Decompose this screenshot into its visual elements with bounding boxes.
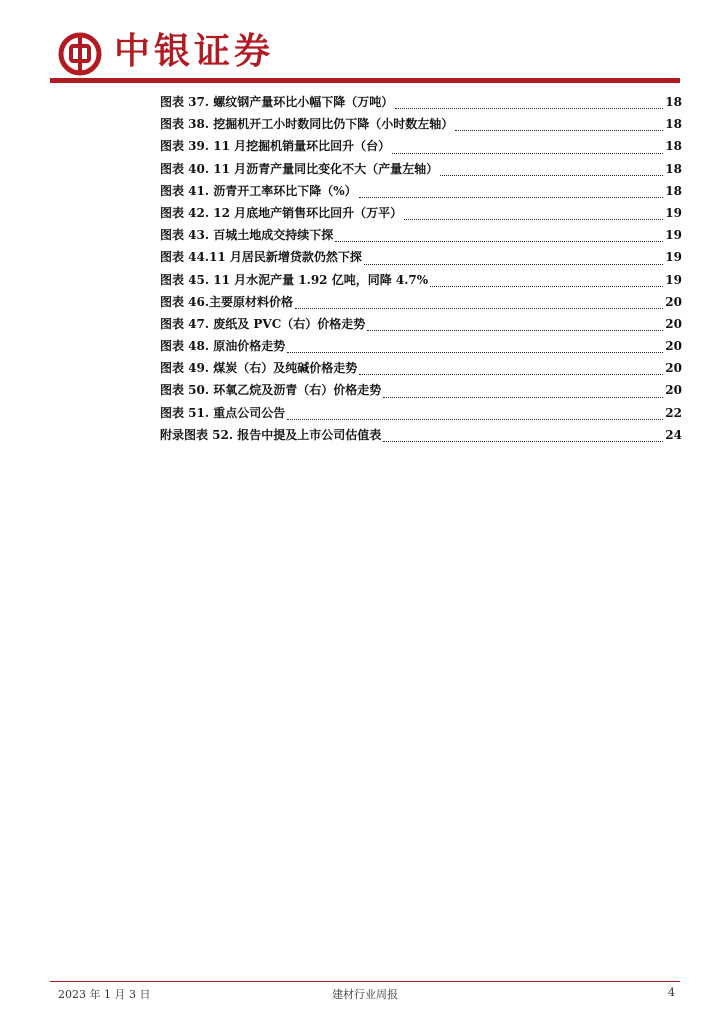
toc-entry-title: 图表 50. 环氧乙烷及沥青（右）价格走势	[160, 383, 382, 398]
footer-page-number: 4	[668, 986, 675, 999]
toc-entry[interactable]	[160, 293, 682, 315]
footer-date: 2023 年 1 月 3 日	[58, 988, 151, 1001]
toc-entry-page: 20	[665, 361, 682, 376]
toc-entry-page: 18	[665, 183, 682, 198]
toc-leader-dots	[383, 396, 663, 398]
toc-entry-title: 图表 45. 11 月水泥产量 1.92 亿吨，同降 4.7%	[160, 272, 429, 287]
toc-entry[interactable]	[160, 337, 682, 359]
toc-entry-page: 18	[665, 161, 682, 176]
toc-entry-page: 20	[665, 316, 682, 331]
toc-entry-title: 图表 40. 11 月沥青产量同比变化不大（产量左轴）	[160, 161, 439, 176]
toc-leader-dots	[430, 285, 663, 287]
toc-entry[interactable]	[160, 182, 682, 204]
header-divider	[50, 78, 680, 83]
toc-entry[interactable]	[160, 426, 682, 448]
toc-entry-title: 图表 49. 煤炭（右）及纯碱价格走势	[160, 361, 358, 376]
toc-entry-title: 图表 42. 12 月底地产销售环比回升（万平）	[160, 205, 403, 220]
toc-leader-dots	[335, 240, 663, 242]
toc-leader-dots	[383, 440, 663, 442]
toc-entry-title: 图表 37. 螺纹钢产量环比小幅下降（万吨）	[160, 95, 394, 109]
toc-entry[interactable]	[160, 271, 682, 293]
toc-leader-dots	[404, 218, 663, 220]
toc-entry-page: 20	[665, 294, 682, 309]
page-header	[0, 0, 724, 90]
toc-entry-page: 20	[665, 383, 682, 398]
toc-entry[interactable]	[160, 160, 682, 182]
toc-entry-page: 18	[665, 117, 682, 132]
toc-entry-page: 20	[665, 339, 682, 354]
toc-leader-dots	[287, 351, 663, 353]
bank-of-china-logo-icon	[58, 32, 102, 76]
toc-entry-page: 19	[665, 228, 682, 243]
toc-entry[interactable]	[160, 115, 682, 137]
toc-entry[interactable]	[160, 93, 682, 115]
brand-name: 中银证券	[114, 31, 275, 72]
toc-entry-page: 19	[665, 272, 682, 287]
toc-entry-title: 图表 41. 沥青开工率环比下降（%）	[160, 183, 357, 198]
toc-entry[interactable]	[160, 404, 682, 426]
toc-entry-title: 图表 51. 重点公司公告	[160, 405, 286, 420]
toc-leader-dots	[287, 418, 663, 420]
toc-leader-dots	[364, 263, 663, 265]
toc-entry-title: 图表 47. 废纸及 PVC（右）价格走势	[160, 316, 366, 331]
toc-entry-page: 19	[665, 205, 682, 220]
toc-leader-dots	[455, 129, 663, 131]
footer-divider	[50, 981, 680, 982]
toc-leader-dots	[359, 373, 663, 375]
toc-entry-title: 附录图表 52. 报告中提及上市公司估值表	[160, 427, 382, 442]
toc-leader-dots	[359, 196, 664, 198]
toc-entry-title: 图表 39. 11 月挖掘机销量环比回升（台）	[160, 139, 391, 154]
toc-entry[interactable]	[160, 137, 682, 159]
toc-entry[interactable]	[160, 226, 682, 248]
toc-entry[interactable]	[160, 315, 682, 337]
toc-entry-page: 18	[665, 139, 682, 154]
toc-entry[interactable]	[160, 381, 682, 403]
toc-entry[interactable]	[160, 359, 682, 381]
toc-entry-title: 图表 43. 百城土地成交持续下探	[160, 228, 334, 243]
table-of-contents	[160, 93, 682, 448]
toc-entry-page: 24	[665, 427, 682, 442]
toc-entry-title: 图表 46.主要原材料价格	[160, 294, 294, 309]
toc-entry-page: 18	[665, 95, 682, 109]
toc-leader-dots	[440, 174, 663, 176]
toc-leader-dots	[392, 152, 663, 154]
toc-entry-title: 图表 48. 原油价格走势	[160, 339, 286, 354]
toc-entry-page: 22	[665, 405, 682, 420]
toc-entry[interactable]	[160, 204, 682, 226]
toc-leader-dots	[395, 107, 663, 109]
toc-entry-title: 图表 38. 挖掘机开工小时数同比仍下降（小时数左轴）	[160, 117, 454, 132]
toc-leader-dots	[295, 307, 663, 309]
toc-entry-page: 19	[665, 250, 682, 265]
toc-leader-dots	[367, 329, 663, 331]
toc-entry-title: 图表 44.11 月居民新增贷款仍然下探	[160, 250, 362, 265]
toc-entry[interactable]	[160, 248, 682, 270]
footer-report-type: 建材行业周报	[332, 988, 398, 1001]
